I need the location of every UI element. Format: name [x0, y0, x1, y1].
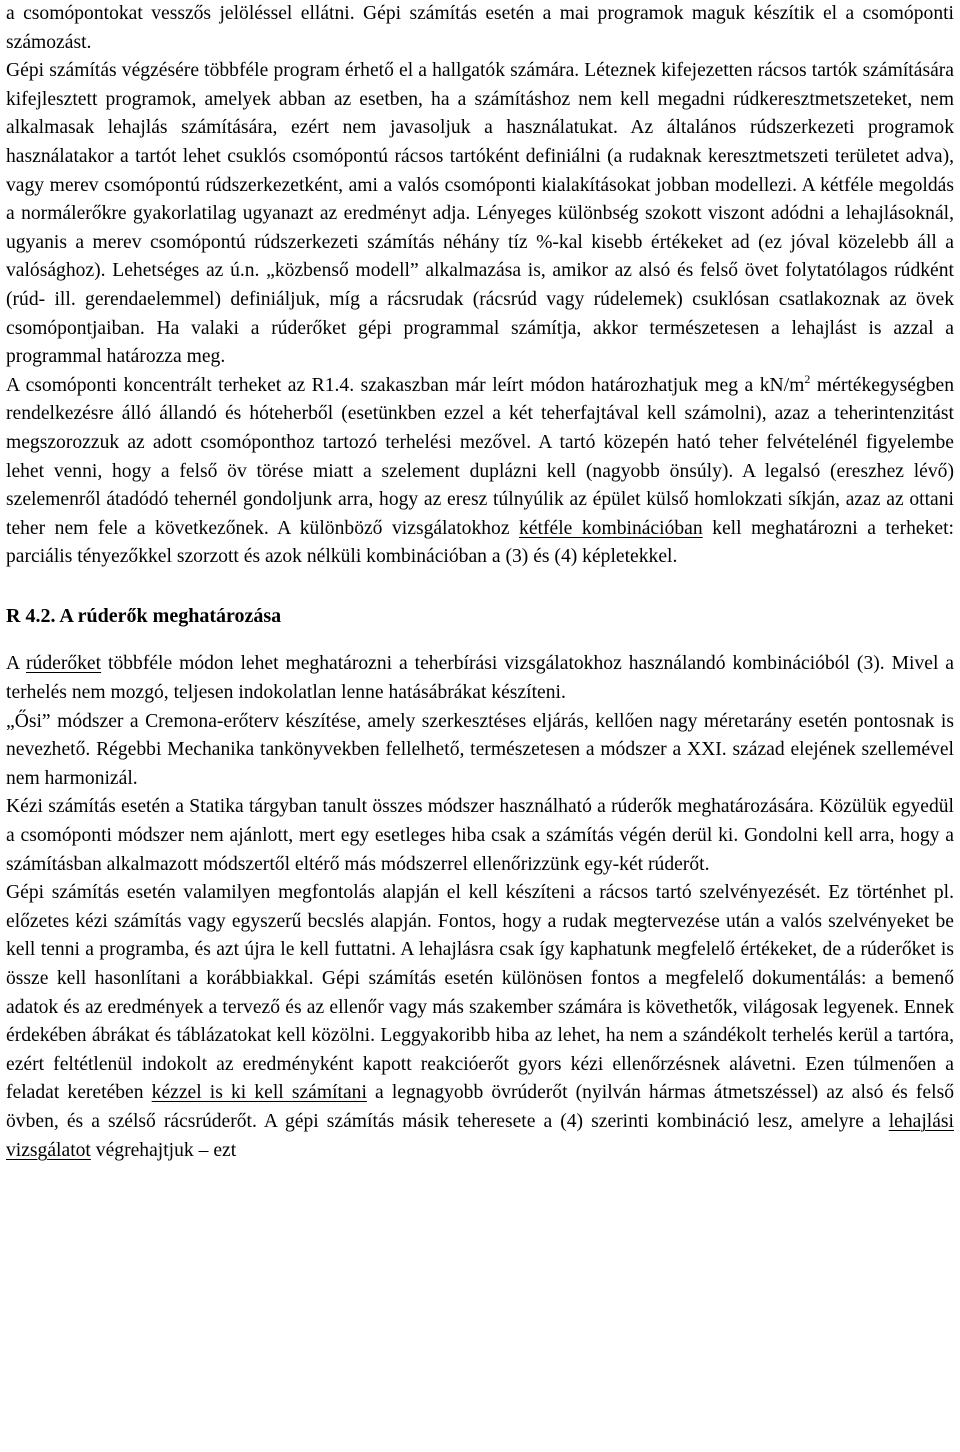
loads-text-c: kell meghatározni a terheket: parciális tényezőkkel szorzott és azok nélküli kombinációban a (3) és (4) képletekkel. — [6, 517, 954, 568]
paragraph-member-forces — [6, 650, 954, 707]
computer-text-b: a legnagyobb övrúderőt (nyilván hármas átmetszéssel) az alsó és felső övben, és a szélső rácsrúderőt. A gépi számítás másik teheresete a (4) szerinti kombináció lesz, amelyre a — [6, 1082, 954, 1132]
computer-text-c: végrehajtjuk – ezt — [90, 1139, 237, 1161]
member-forces-text-a: A — [6, 653, 26, 675]
paragraph-cremona: „Ősi” módszer a Cremona-erőterv készítése, amely szerkesztéses eljárás, kellően nagy méretarány esetén pontosnak is nevezhető. Régebbi Mechanika tankönyvekben fellelhető, természetesen a módszer a XXI. század elejének szellemével nem harmonizál. — [6, 710, 954, 789]
underlined-deflection-check: lehajlási vizsgálatot — [6, 1110, 954, 1161]
member-forces-text-b: többféle módon lehet meghatározni a teherbírási vizsgálatokhoz használandó kombinációból (3). Mivel a terhelés nem mozgó, teljesen indokolatlan lenne hatásábrákat készíteni. — [6, 653, 955, 704]
paragraph-hand-calculation: Kézi számítás esetén a Statika tárgyban tanult összes módszer használható a rúderők meghatározására. Közülük egyedül a csomóponti módszer nem ajánlott, mert egy esetleges hiba csak a számítás végén derül ki. Gondolni kell arra, hogy a számításban alkalmazott módszertől eltérő más módszerrel ellenőrizzünk egy-két rúderőt. — [6, 796, 954, 875]
underlined-combinations: kétféle kombinációban — [519, 517, 703, 539]
paragraph-computer-calculation — [6, 879, 954, 1165]
loads-text-b: mértékegységben rendelkezésre álló állandó és hóteherből (esetünkben ezzel a két teherfajtával kell számolni), azaz a teherintenzitást megszorozzuk az adott csomóponthoz tartozó terhelési mezővel. A tartó közepén ható teher felvételénél figyelembe lehet venni, hogy a felső öv törése miatt a szelement duplázni kell (nagyobb önsúly). A legalsó (ereszhez lévő) szelemenről átadódó tehernél gondoljunk arra, hogy az eresz túlnyúlik az épület külső homlokzati síkján, azaz az ottani teher nem fele a következőnek. A különböző vizsgálatokhoz — [6, 374, 954, 539]
underlined-member-forces: rúderőket — [26, 653, 102, 675]
paragraph-software: Gépi számítás végzésére többféle program érhető el a hallgatók számára. Léteznek kifejezetten rácsos tartók számítására kifejlesztett programok, amelyek abban az esetben, ha a számításhoz nem kell megadni rúdkeresztmetszeteket, nem alkalmasak lehajlás számítására, ezért nem javasoljuk a használatukat. Az általános rúdszerkezeti programok használatakor a tartót lehet csuklós csomópontú rácsos tartóként definiálni (a rudaknak keresztmetszeti területet adva), vagy merev csomópontú rúdszerkezetként, ami a valós csomóponti kialakításokat jobban modellezi. A kétféle megoldás a normálerőkre gyakorlatilag ugyanazt az eredményt adja. Lényeges különbség szokott viszont adódni a lehajlásoknál, ugyanis a merev csomópontú rúdszerkezeti számítás néhány tíz %-kal kisebb értékeket ad (ez jóval közelebb áll a valósághoz). Lehetséges az ú.n. „közbenső modell” alkalmazása is, amikor az alsó és felső övet folytatólagos rúdként (rúd- ill. gerendaelemmel) definiáljuk, míg a rácsrudak (rácsrúd vagy rúdelemek) csuklósan csatlakoznak az övek csomópontjaiban. Ha valaki a rúderőket gépi programmal számítja, akkor természetesen a lehajlást is azzal a programmal határozza meg. — [6, 60, 954, 368]
underlined-hand-calc: kézzel is ki kell számítani — [151, 1082, 367, 1104]
paragraph-loads — [6, 372, 954, 572]
superscript-exponent: 2 — [804, 371, 811, 386]
loads-text-a: A csomóponti koncentrált terheket az R1.4. szakaszban már leírt módon határozhatjuk meg a kN/m — [6, 374, 805, 396]
paragraph-intro: a csomópontokat vesszős jelöléssel ellátni. Gépi számítás esetén a mai programok maguk készítik el a csomóponti számozást. — [6, 3, 954, 53]
section-heading: R 4.2. A rúderők meghatározása — [6, 604, 282, 627]
computer-text-a: Gépi számítás esetén valamilyen megfontolás alapján el kell készíteni a rácsos tartó szelvényezését. Ez történhet pl. előzetes kézi számítás vagy egyszerű becslés alapján. Fontos, hogy a rudak megtervezése után a valós szelvényeket be kell tenni a programba, és azt újra le kell futtatni. A lehajlásra csak így kaphatunk megfelelő értékeket, de a rúderőket is össze kell hasonlítani a korábbiakkal. Gépi számítás esetén különösen fontos a megfelelő dokumentálás: a bemenő adatok és az eredmények a tervező és az ellenőr vagy más szakember számára is követhetők, világosak legyenek. Ennek érdekében ábrákat és táblázatokat kell közölni. Leggyakoribb hiba az lehet, ha nem a szándékolt terhelés kerül a tartóra, ezért feltétlenül indokolt az eredményként kapott reakcióerőt gyors kézi ellenőrzésnek alávetni. Ezen túlmenően a feladat keretében — [6, 882, 954, 1104]
